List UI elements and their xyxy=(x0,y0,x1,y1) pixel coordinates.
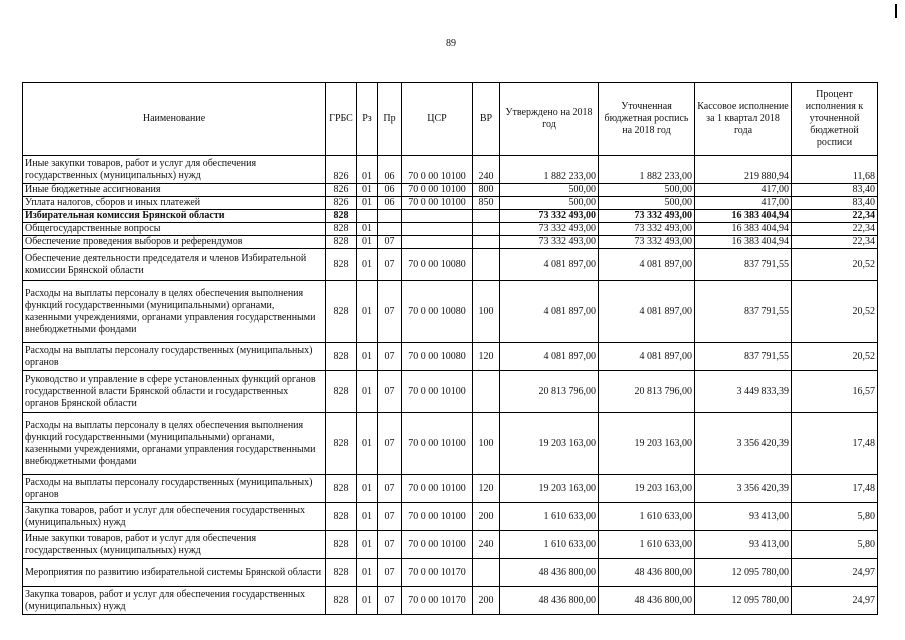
cell-csr: 70 0 00 10100 xyxy=(402,503,473,531)
table-row xyxy=(23,413,878,475)
cell-pr: 07 xyxy=(378,587,402,615)
cell-vr xyxy=(473,249,500,281)
cell-csr: 70 0 00 10100 xyxy=(402,475,473,503)
cell-pr: 07 xyxy=(378,503,402,531)
cell-name: Мероприятия по развитию избирательной системы Брянской области xyxy=(23,559,326,587)
table-row xyxy=(23,371,878,413)
cell-cash: 3 356 420,39 xyxy=(695,413,792,475)
cell-csr: 70 0 00 10170 xyxy=(402,587,473,615)
cell-percent: 17,48 xyxy=(792,413,878,475)
cell-vr: 120 xyxy=(473,343,500,371)
cell-percent: 5,80 xyxy=(792,503,878,531)
table-row xyxy=(23,475,878,503)
cell-vr xyxy=(473,371,500,413)
header-revised: Уточненная бюджетная роспись на 2018 год xyxy=(599,83,695,156)
cell-cash: 16 383 404,94 xyxy=(695,210,792,223)
header-approved: Утверждено на 2018 год xyxy=(500,83,599,156)
cell-cash: 93 413,00 xyxy=(695,503,792,531)
cell-vr xyxy=(473,236,500,249)
cell-approved: 4 081 897,00 xyxy=(500,249,599,281)
cell-rz: 01 xyxy=(357,223,378,236)
cell-csr xyxy=(402,210,473,223)
header-pr: Пр xyxy=(378,83,402,156)
cell-csr: 70 0 00 10080 xyxy=(402,343,473,371)
cell-grbs: 826 xyxy=(326,197,357,210)
cell-percent: 11,68 xyxy=(792,156,878,184)
cell-rz: 01 xyxy=(357,475,378,503)
cell-percent: 24,97 xyxy=(792,559,878,587)
cell-pr: 07 xyxy=(378,281,402,343)
cell-name: Иные закупки товаров, работ и услуг для обеспечения государственных (муниципальных) нужд xyxy=(23,156,326,184)
cell-rz: 01 xyxy=(357,184,378,197)
cell-name: Обеспечение деятельности председателя и членов Избирательной комиссии Брянской области xyxy=(23,249,326,281)
cell-rz: 01 xyxy=(357,371,378,413)
cell-pr: 07 xyxy=(378,371,402,413)
cell-percent: 5,80 xyxy=(792,531,878,559)
cell-rz: 01 xyxy=(357,503,378,531)
cell-name: Избирательная комиссия Брянской области xyxy=(23,210,326,223)
cell-grbs: 828 xyxy=(326,281,357,343)
cell-csr: 70 0 00 10100 xyxy=(402,413,473,475)
cell-rz: 01 xyxy=(357,249,378,281)
cell-vr: 850 xyxy=(473,197,500,210)
cell-pr: 07 xyxy=(378,531,402,559)
cell-cash: 837 791,55 xyxy=(695,343,792,371)
cell-pr: 07 xyxy=(378,343,402,371)
cell-revised: 73 332 493,00 xyxy=(599,223,695,236)
cell-vr: 200 xyxy=(473,503,500,531)
cell-rz: 01 xyxy=(357,281,378,343)
table-row xyxy=(23,223,878,236)
cell-grbs: 828 xyxy=(326,503,357,531)
cell-approved: 73 332 493,00 xyxy=(500,223,599,236)
cell-cash: 3 356 420,39 xyxy=(695,475,792,503)
cell-cash: 12 095 780,00 xyxy=(695,587,792,615)
cell-cash: 3 449 833,39 xyxy=(695,371,792,413)
cell-name: Расходы на выплаты персоналу в целях обеспечения выполнения функций государственными (муниципальными) органами, казенными учреждениями, органами управления государственными внебюджетными фондами xyxy=(23,413,326,475)
table-row xyxy=(23,531,878,559)
cell-cash: 12 095 780,00 xyxy=(695,559,792,587)
table-row xyxy=(23,587,878,615)
cell-vr: 100 xyxy=(473,281,500,343)
header-vr: ВР xyxy=(473,83,500,156)
cell-percent: 20,52 xyxy=(792,249,878,281)
cell-approved: 73 332 493,00 xyxy=(500,210,599,223)
table-row xyxy=(23,559,878,587)
table-row xyxy=(23,197,878,210)
cell-csr: 70 0 00 10080 xyxy=(402,249,473,281)
cell-name: Закупка товаров, работ и услуг для обеспечения государственных (муниципальных) нужд xyxy=(23,587,326,615)
header-name: Наименование xyxy=(23,83,326,156)
cell-name: Уплата налогов, сборов и иных платежей xyxy=(23,197,326,210)
cell-cash: 219 880,94 xyxy=(695,156,792,184)
cell-cash: 837 791,55 xyxy=(695,281,792,343)
cell-grbs: 828 xyxy=(326,371,357,413)
cell-vr: 100 xyxy=(473,413,500,475)
cell-approved: 500,00 xyxy=(500,197,599,210)
cell-csr: 70 0 00 10100 xyxy=(402,197,473,210)
header-csr: ЦСР xyxy=(402,83,473,156)
cell-rz: 01 xyxy=(357,413,378,475)
cell-csr xyxy=(402,236,473,249)
cell-cash: 16 383 404,94 xyxy=(695,236,792,249)
cell-approved: 48 436 800,00 xyxy=(500,559,599,587)
cell-pr xyxy=(378,223,402,236)
cell-vr: 200 xyxy=(473,587,500,615)
page-number: 89 xyxy=(446,38,456,49)
cell-percent: 24,97 xyxy=(792,587,878,615)
header-percent: Процент исполнения к уточненной бюджетной росписи xyxy=(792,83,878,156)
cell-grbs: 828 xyxy=(326,559,357,587)
cell-rz xyxy=(357,210,378,223)
header-grbs: ГРБС xyxy=(326,83,357,156)
cell-approved: 500,00 xyxy=(500,184,599,197)
cell-revised: 500,00 xyxy=(599,197,695,210)
cell-grbs: 828 xyxy=(326,587,357,615)
cell-vr xyxy=(473,559,500,587)
cell-csr: 70 0 00 10170 xyxy=(402,559,473,587)
cell-grbs: 826 xyxy=(326,184,357,197)
cell-percent: 83,40 xyxy=(792,184,878,197)
cell-csr: 70 0 00 10080 xyxy=(402,281,473,343)
cell-approved: 4 081 897,00 xyxy=(500,343,599,371)
cell-approved: 73 332 493,00 xyxy=(500,236,599,249)
cell-name: Иные закупки товаров, работ и услуг для обеспечения государственных (муниципальных) нужд xyxy=(23,531,326,559)
cell-revised: 19 203 163,00 xyxy=(599,475,695,503)
table-row xyxy=(23,249,878,281)
cell-cash: 837 791,55 xyxy=(695,249,792,281)
cell-csr: 70 0 00 10100 xyxy=(402,156,473,184)
table-row xyxy=(23,184,878,197)
cell-percent: 20,52 xyxy=(792,343,878,371)
table-row xyxy=(23,156,878,184)
cell-percent: 22,34 xyxy=(792,210,878,223)
cell-revised: 4 081 897,00 xyxy=(599,343,695,371)
cell-revised: 4 081 897,00 xyxy=(599,281,695,343)
cell-percent: 20,52 xyxy=(792,281,878,343)
cell-revised: 1 882 233,00 xyxy=(599,156,695,184)
cell-pr: 07 xyxy=(378,236,402,249)
cell-pr: 07 xyxy=(378,413,402,475)
table-row xyxy=(23,503,878,531)
cell-percent: 16,57 xyxy=(792,371,878,413)
cell-name: Расходы на выплаты персоналу государственных (муниципальных) органов xyxy=(23,343,326,371)
cell-approved: 4 081 897,00 xyxy=(500,281,599,343)
cell-grbs: 828 xyxy=(326,413,357,475)
cell-revised: 1 610 633,00 xyxy=(599,503,695,531)
cell-approved: 19 203 163,00 xyxy=(500,475,599,503)
cell-revised: 73 332 493,00 xyxy=(599,236,695,249)
table-row xyxy=(23,281,878,343)
cell-vr: 240 xyxy=(473,156,500,184)
cell-grbs: 826 xyxy=(326,156,357,184)
page-edge-mark xyxy=(895,4,897,18)
cell-cash: 16 383 404,94 xyxy=(695,223,792,236)
cell-approved: 20 813 796,00 xyxy=(500,371,599,413)
cell-percent: 22,34 xyxy=(792,223,878,236)
cell-grbs: 828 xyxy=(326,249,357,281)
cell-pr: 06 xyxy=(378,197,402,210)
cell-revised: 48 436 800,00 xyxy=(599,559,695,587)
cell-name: Обеспечение проведения выборов и референдумов xyxy=(23,236,326,249)
cell-revised: 19 203 163,00 xyxy=(599,413,695,475)
table-header-row xyxy=(23,83,878,156)
cell-pr: 07 xyxy=(378,249,402,281)
cell-vr: 120 xyxy=(473,475,500,503)
cell-rz: 01 xyxy=(357,197,378,210)
cell-name: Расходы на выплаты персоналу в целях обеспечения выполнения функций государственными (муниципальными) органами, казенными учреждениями, органами управления государственными внебюджетными фондами xyxy=(23,281,326,343)
header-cash: Кассовое исполнение за 1 квартал 2018 года xyxy=(695,83,792,156)
cell-rz: 01 xyxy=(357,343,378,371)
cell-approved: 1 882 233,00 xyxy=(500,156,599,184)
cell-csr: 70 0 00 10100 xyxy=(402,371,473,413)
table-row xyxy=(23,343,878,371)
cell-grbs: 828 xyxy=(326,343,357,371)
cell-grbs: 828 xyxy=(326,531,357,559)
cell-cash: 417,00 xyxy=(695,197,792,210)
cell-revised: 500,00 xyxy=(599,184,695,197)
cell-grbs: 828 xyxy=(326,236,357,249)
table-row xyxy=(23,210,878,223)
cell-grbs: 828 xyxy=(326,475,357,503)
cell-approved: 1 610 633,00 xyxy=(500,503,599,531)
cell-name: Закупка товаров, работ и услуг для обеспечения государственных (муниципальных) нужд xyxy=(23,503,326,531)
cell-pr: 06 xyxy=(378,184,402,197)
cell-pr: 06 xyxy=(378,156,402,184)
cell-approved: 19 203 163,00 xyxy=(500,413,599,475)
cell-pr: 07 xyxy=(378,559,402,587)
cell-rz: 01 xyxy=(357,156,378,184)
cell-revised: 48 436 800,00 xyxy=(599,587,695,615)
cell-approved: 48 436 800,00 xyxy=(500,587,599,615)
cell-csr: 70 0 00 10100 xyxy=(402,184,473,197)
cell-name: Руководство и управление в сфере установленных функций органов государственной власти Брянской области и государственных органов Брянской области xyxy=(23,371,326,413)
cell-cash: 417,00 xyxy=(695,184,792,197)
cell-percent: 17,48 xyxy=(792,475,878,503)
cell-percent: 22,34 xyxy=(792,236,878,249)
cell-rz: 01 xyxy=(357,236,378,249)
cell-vr xyxy=(473,223,500,236)
cell-csr xyxy=(402,223,473,236)
cell-name: Общегосударственные вопросы xyxy=(23,223,326,236)
cell-vr: 800 xyxy=(473,184,500,197)
cell-pr xyxy=(378,210,402,223)
cell-revised: 1 610 633,00 xyxy=(599,531,695,559)
cell-csr: 70 0 00 10100 xyxy=(402,531,473,559)
cell-rz: 01 xyxy=(357,587,378,615)
cell-revised: 73 332 493,00 xyxy=(599,210,695,223)
table-row xyxy=(23,236,878,249)
cell-grbs: 828 xyxy=(326,210,357,223)
cell-grbs: 828 xyxy=(326,223,357,236)
cell-revised: 4 081 897,00 xyxy=(599,249,695,281)
cell-approved: 1 610 633,00 xyxy=(500,531,599,559)
cell-cash: 93 413,00 xyxy=(695,531,792,559)
cell-name: Расходы на выплаты персоналу государственных (муниципальных) органов xyxy=(23,475,326,503)
cell-rz: 01 xyxy=(357,559,378,587)
cell-revised: 20 813 796,00 xyxy=(599,371,695,413)
cell-vr xyxy=(473,210,500,223)
cell-pr: 07 xyxy=(378,475,402,503)
cell-percent: 83,40 xyxy=(792,197,878,210)
cell-rz: 01 xyxy=(357,531,378,559)
cell-vr: 240 xyxy=(473,531,500,559)
header-rz: Рз xyxy=(357,83,378,156)
cell-name: Иные бюджетные ассигнования xyxy=(23,184,326,197)
budget-execution-table xyxy=(22,82,878,615)
